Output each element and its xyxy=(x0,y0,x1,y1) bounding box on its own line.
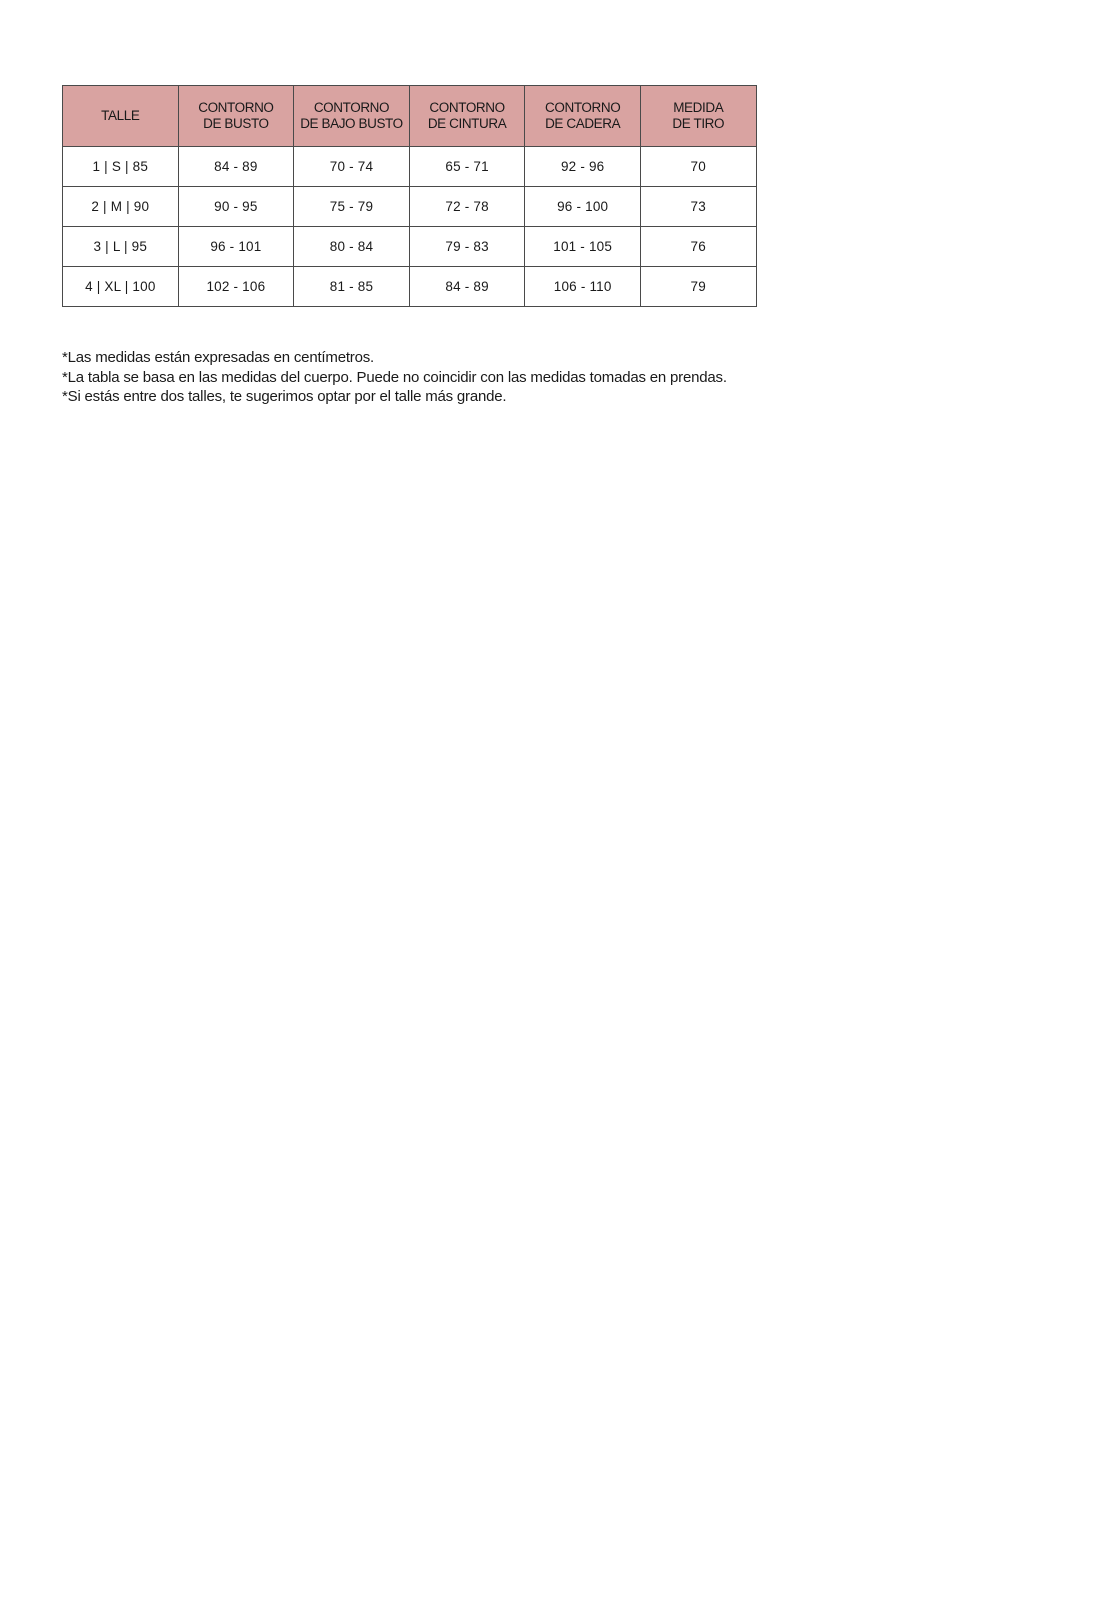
cell-busto: 90 - 95 xyxy=(178,187,294,227)
table-row xyxy=(63,227,757,267)
header-contorno-cadera: CONTORNO DE CADERA xyxy=(525,86,641,147)
cell-bajo-busto: 80 - 84 xyxy=(294,227,410,267)
header-talle: TALLE xyxy=(63,86,179,147)
cell-tiro: 79 xyxy=(640,267,756,307)
cell-bajo-busto: 70 - 74 xyxy=(294,147,410,187)
table-header-row xyxy=(63,86,757,147)
table-row xyxy=(63,147,757,187)
cell-cadera: 96 - 100 xyxy=(525,187,641,227)
cell-bajo-busto: 75 - 79 xyxy=(294,187,410,227)
cell-tiro: 73 xyxy=(640,187,756,227)
header-contorno-busto: CONTORNO DE BUSTO xyxy=(178,86,294,147)
cell-talle: 3 | L | 95 xyxy=(63,227,179,267)
header-contorno-bajo-busto: CONTORNO DE BAJO BUSTO xyxy=(294,86,410,147)
cell-cadera: 101 - 105 xyxy=(525,227,641,267)
cell-cadera: 92 - 96 xyxy=(525,147,641,187)
cell-cintura: 84 - 89 xyxy=(409,267,525,307)
header-contorno-cintura: CONTORNO DE CINTURA xyxy=(409,86,525,147)
cell-cintura: 79 - 83 xyxy=(409,227,525,267)
footnotes xyxy=(62,348,727,407)
footnote-body-measurements: *La tabla se basa en las medidas del cuerpo. Puede no coincidir con las medidas tomadas en prendas. xyxy=(62,368,727,386)
cell-talle: 2 | M | 90 xyxy=(63,187,179,227)
footnote-size-advice: *Si estás entre dos talles, te sugerimos optar por el talle más grande. xyxy=(62,388,507,405)
cell-talle: 1 | S | 85 xyxy=(63,147,179,187)
footnote-units: *Las medidas están expresadas en centímetros. xyxy=(62,349,375,366)
cell-cintura: 65 - 71 xyxy=(409,147,525,187)
cell-talle: 4 | XL | 100 xyxy=(63,267,179,307)
cell-tiro: 70 xyxy=(640,147,756,187)
table-row xyxy=(63,267,757,307)
size-chart-table xyxy=(62,85,757,307)
cell-cintura: 72 - 78 xyxy=(409,187,525,227)
table-row xyxy=(63,187,757,227)
cell-cadera: 106 - 110 xyxy=(525,267,641,307)
header-medida-tiro: MEDIDA DE TIRO xyxy=(640,86,756,147)
cell-tiro: 76 xyxy=(640,227,756,267)
cell-busto: 102 - 106 xyxy=(178,267,294,307)
cell-busto: 84 - 89 xyxy=(178,147,294,187)
cell-busto: 96 - 101 xyxy=(178,227,294,267)
cell-bajo-busto: 81 - 85 xyxy=(294,267,410,307)
